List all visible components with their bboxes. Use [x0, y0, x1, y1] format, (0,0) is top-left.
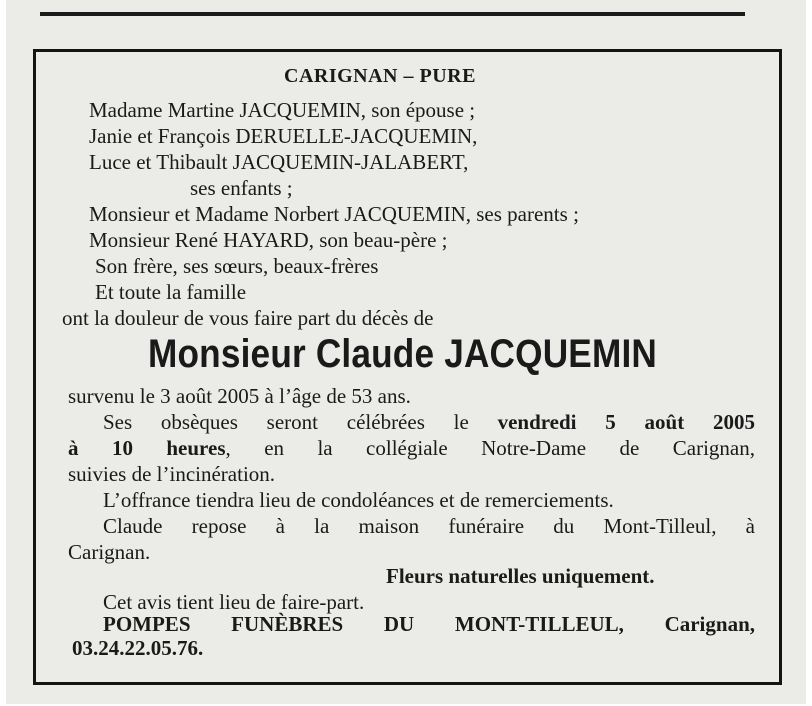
funeral-date: vendredi 5 août 2005 [497, 410, 755, 434]
death-info: survenu le 3 août 2005 à l’âge de 53 ans. [68, 384, 411, 408]
deceased-name: Monsieur Claude JACQUEMIN [148, 332, 657, 376]
family-line-parents: Monsieur et Madame Norbert JACQUEMIN, ses parents ; [89, 202, 579, 226]
notice-header: CARIGNAN – PURE [284, 65, 476, 87]
family-line-child-1: Janie et François DERUELLE-JACQUEMIN, [89, 124, 478, 148]
top-rule [40, 12, 745, 16]
family-line-children-label: ses enfants ; [190, 176, 293, 200]
funeral-line-1-text: Ses obsèques seront célébrées le [103, 410, 498, 434]
funeral-line-2 [68, 436, 755, 460]
family-line-spouse: Madame Martine JACQUEMIN, son épouse ; [89, 98, 476, 122]
flowers-note: Fleurs naturelles uniquement. [386, 564, 655, 588]
repose-line-2: Carignan. [68, 540, 151, 564]
family-line-siblings: Son frère, ses sœurs, beaux-frères [95, 254, 379, 278]
funeral-home-phone: 03.24.22.05.76. [72, 636, 204, 660]
avis-line: Cet avis tient lieu de faire-part. [103, 590, 365, 614]
funeral-time: à 10 heures [68, 436, 226, 460]
announcement-line: ont la douleur de vous faire part du décès de [62, 306, 434, 330]
family-line-father-in-law: Monsieur René HAYARD, son beau-père ; [89, 228, 448, 252]
funeral-line-3: suivies de l’incinération. [68, 462, 276, 486]
funeral-location: , en la collégiale Notre-Dame de Carignan, [225, 436, 755, 460]
family-line-all-family: Et toute la famille [95, 280, 247, 304]
offering-line: L’offrance tiendra lieu de condoléances et de remerciements. [103, 488, 614, 512]
repose-line-1: Claude repose à la maison funéraire du Mont-Tilleul, à [103, 514, 755, 538]
family-line-child-2: Luce et Thibault JACQUEMIN-JALABERT, [89, 150, 469, 174]
funeral-home-name: POMPES FUNÈBRES DU MONT-TILLEUL, Carignan, [103, 612, 755, 636]
funeral-line-1 [103, 410, 755, 434]
